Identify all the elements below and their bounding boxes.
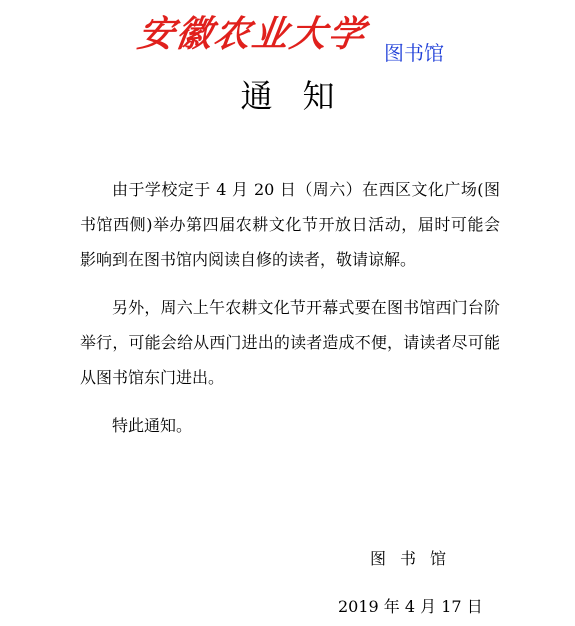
letterhead <box>0 0 575 70</box>
notice-title: 通知 <box>240 77 365 115</box>
notice-body <box>80 172 500 456</box>
notice-paragraph: 另外，周六上午农耕文化节开幕式要在图书馆西门台阶举行，可能会给从西门进出的读者造成不便，请读者尽可能从图书馆东门进出。 <box>80 298 500 387</box>
notice-paragraph: 特此通知。 <box>112 416 193 435</box>
signature: 图书馆 <box>370 549 461 568</box>
university-logo: 安徽农业大学 <box>135 13 369 55</box>
notice-date: 2019 年 4 月 17 日 <box>338 597 483 616</box>
notice-paragraph: 由于学校定于 4 月 20 日（周六）在西区文化广场(图书馆西侧)举办第四届农耕文化节开放日活动，届时可能会影响到在图书馆内阅读自修的读者，敬请谅解。 <box>80 180 500 269</box>
department-name: 图书馆 <box>384 41 444 65</box>
